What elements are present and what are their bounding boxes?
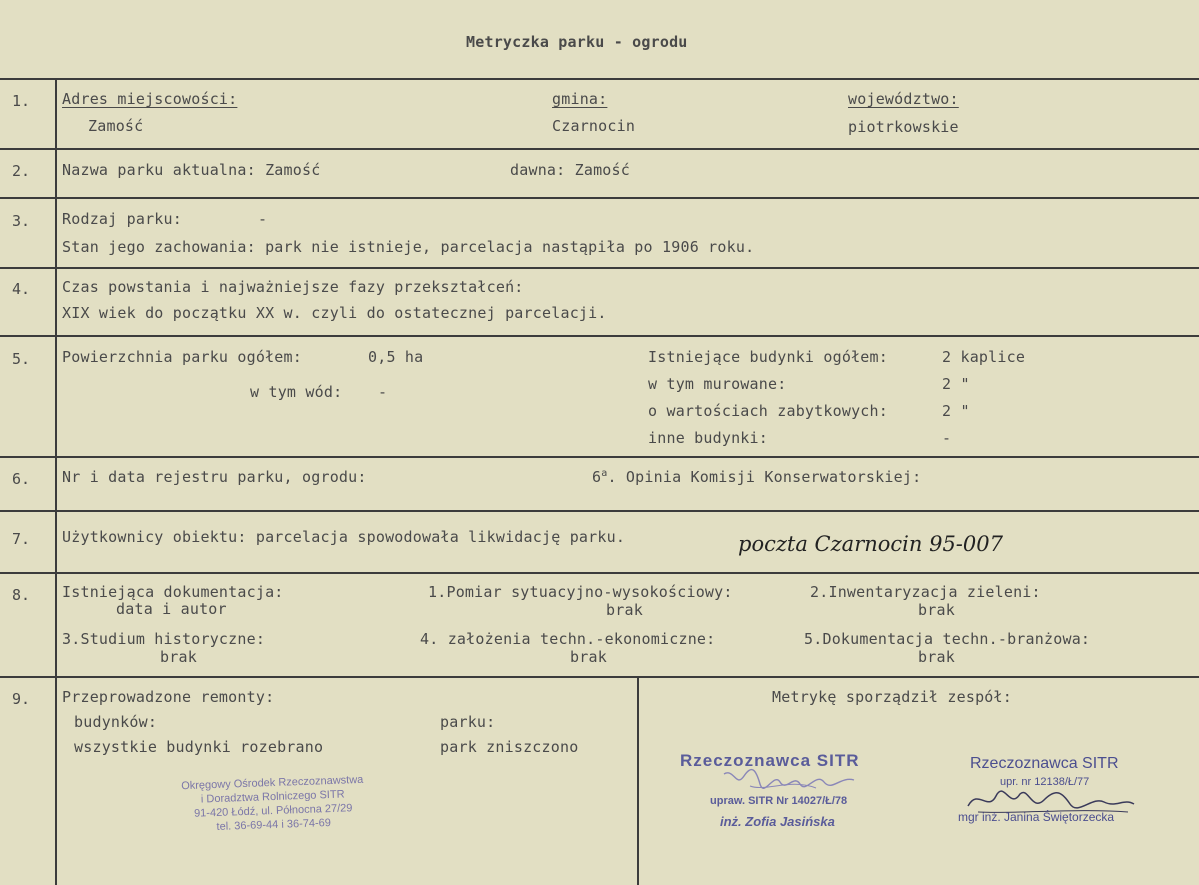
expert-stamp-name: mgr inż. Janina Świętorzecka (958, 810, 1115, 824)
adres-value: Zamość (88, 117, 144, 135)
parku-label: parku: (440, 713, 496, 731)
budynki-value: 2 kaplice (942, 348, 1026, 366)
budynkow-label: budynków: (74, 713, 158, 731)
pomiar-label: 1.Pomiar sytuacyjno-wysokościowy: (428, 583, 733, 601)
budynki-label: Istniejące budynki ogółem: (648, 348, 888, 366)
opinia-label (592, 468, 921, 486)
parku-value: park zniszczono (440, 738, 579, 756)
office-stamp-line: 91-420 Łódź, ul. Północna 27/29 (193, 802, 353, 820)
budynkow-value: wszystkie budynki rozebrano (74, 738, 324, 756)
row-divider (0, 78, 1199, 80)
row-divider (0, 197, 1199, 199)
row-divider (0, 572, 1199, 574)
inne-budynki-value: - (942, 429, 952, 447)
expert-stamp-title: Rzeczoznawca SITR (680, 751, 860, 770)
row9-column-divider (637, 678, 639, 885)
inne-budynki-label: inne budynki: (648, 429, 768, 447)
wojewodztwo-label: województwo: (848, 90, 959, 108)
row-number: 1. (12, 92, 31, 110)
metryke-label: Metrykę sporządził zespół: (772, 688, 1012, 706)
czas-powstania: Czas powstania i najważniejsze fazy przekształceń: (62, 278, 524, 296)
row-number: 4. (12, 280, 31, 298)
inwentaryzacja-label: 2.Inwentaryzacja zieleni: (810, 583, 1041, 601)
row-divider (0, 676, 1199, 678)
wod-label: w tym wód: (250, 383, 343, 401)
row-number: 2. (12, 162, 31, 180)
page-title: Metryczka parku - ogrodu (466, 33, 688, 51)
czas-value: XIX wiek do początku XX w. czyli do ostatecznej parcelacji. (62, 304, 607, 322)
row-divider (0, 510, 1199, 512)
gmina-value: Czarnocin (552, 117, 636, 135)
rodzaj-value: - (258, 210, 268, 228)
row-number: 6. (12, 470, 31, 488)
opinia-number: 6 (592, 468, 602, 486)
gmina-label: gmina: (552, 90, 608, 108)
nazwa-parku: Nazwa parku aktualna: Zamość (62, 161, 321, 179)
wod-value: - (378, 383, 388, 401)
office-stamp-line: i Doradztwa Rolniczego SITR (200, 788, 345, 806)
expert-stamp-registration: upraw. SITR Nr 14027/Ł/78 (710, 795, 848, 807)
row-number: 9. (12, 690, 31, 708)
rodzaj-parku: Rodzaj parku: (62, 210, 182, 228)
murowane-value: 2 " (942, 375, 970, 393)
powierzchnia-value: 0,5 ha (368, 348, 424, 366)
expert-stamp-registration: upr. nr 12138/Ł/77 (1000, 776, 1090, 788)
zalozenia-value: brak (570, 648, 607, 666)
uzytkownicy-text: Użytkownicy obiektu: parcelacja spowodowała likwidację parku. (62, 528, 626, 546)
signature-1 (720, 766, 860, 796)
opinia-superscript: a (601, 468, 608, 479)
row-number: 8. (12, 586, 31, 604)
remonty-label: Przeprowadzone remonty: (62, 688, 275, 706)
zabytkowe-label: o wartościach zabytkowych: (648, 402, 888, 420)
inwentaryzacja-value: brak (918, 601, 955, 619)
dokumentacja-sub: data i autor (116, 600, 227, 618)
pomiar-value: brak (606, 601, 643, 619)
studium-value: brak (160, 648, 197, 666)
studium-label: 3.Studium historyczne: (62, 630, 266, 648)
zabytkowe-value: 2 " (942, 402, 970, 420)
powierzchnia-label: Powierzchnia parku ogółem: (62, 348, 302, 366)
row-divider (0, 148, 1199, 150)
office-stamp (167, 772, 379, 835)
row-divider (0, 267, 1199, 269)
row-number: 5. (12, 350, 31, 368)
rejestr-label: Nr i data rejestru parku, ogrodu: (62, 468, 367, 486)
stan-zachowania: Stan jego zachowania: park nie istnieje, parcelacja nastąpiła po 1906 roku. (62, 238, 755, 256)
office-stamp-line: tel. 36-69-44 i 36-74-69 (216, 816, 332, 833)
nazwa-dawna: dawna: Zamość (510, 161, 630, 179)
adres-label: Adres miejscowości: (62, 90, 238, 108)
dokumentacja-branzowa-label: 5.Dokumentacja techn.-branżowa: (804, 630, 1091, 648)
dokumentacja-label: Istniejąca dokumentacja: (62, 583, 284, 601)
row-number: 7. (12, 530, 31, 548)
row-divider (0, 335, 1199, 337)
handwritten-address: poczta Czarnocin 95-007 (738, 532, 1003, 556)
number-column-divider (55, 80, 57, 885)
murowane-label: w tym murowane: (648, 375, 787, 393)
zalozenia-label: 4. założenia techn.-ekonomiczne: (420, 630, 716, 648)
opinia-text: . Opinia Komisji Konserwatorskiej: (607, 468, 922, 486)
wojewodztwo-value: piotrkowskie (848, 118, 959, 136)
row-number: 3. (12, 212, 31, 230)
dokumentacja-branzowa-value: brak (918, 648, 955, 666)
expert-stamp-name: inż. Zofia Jasińska (720, 814, 835, 829)
expert-stamp-title: Rzeczoznawca SITR (970, 755, 1119, 772)
office-stamp-line: Okręgowy Ośrodek Rzeczoznawstwa (181, 773, 364, 793)
row-divider (0, 456, 1199, 458)
